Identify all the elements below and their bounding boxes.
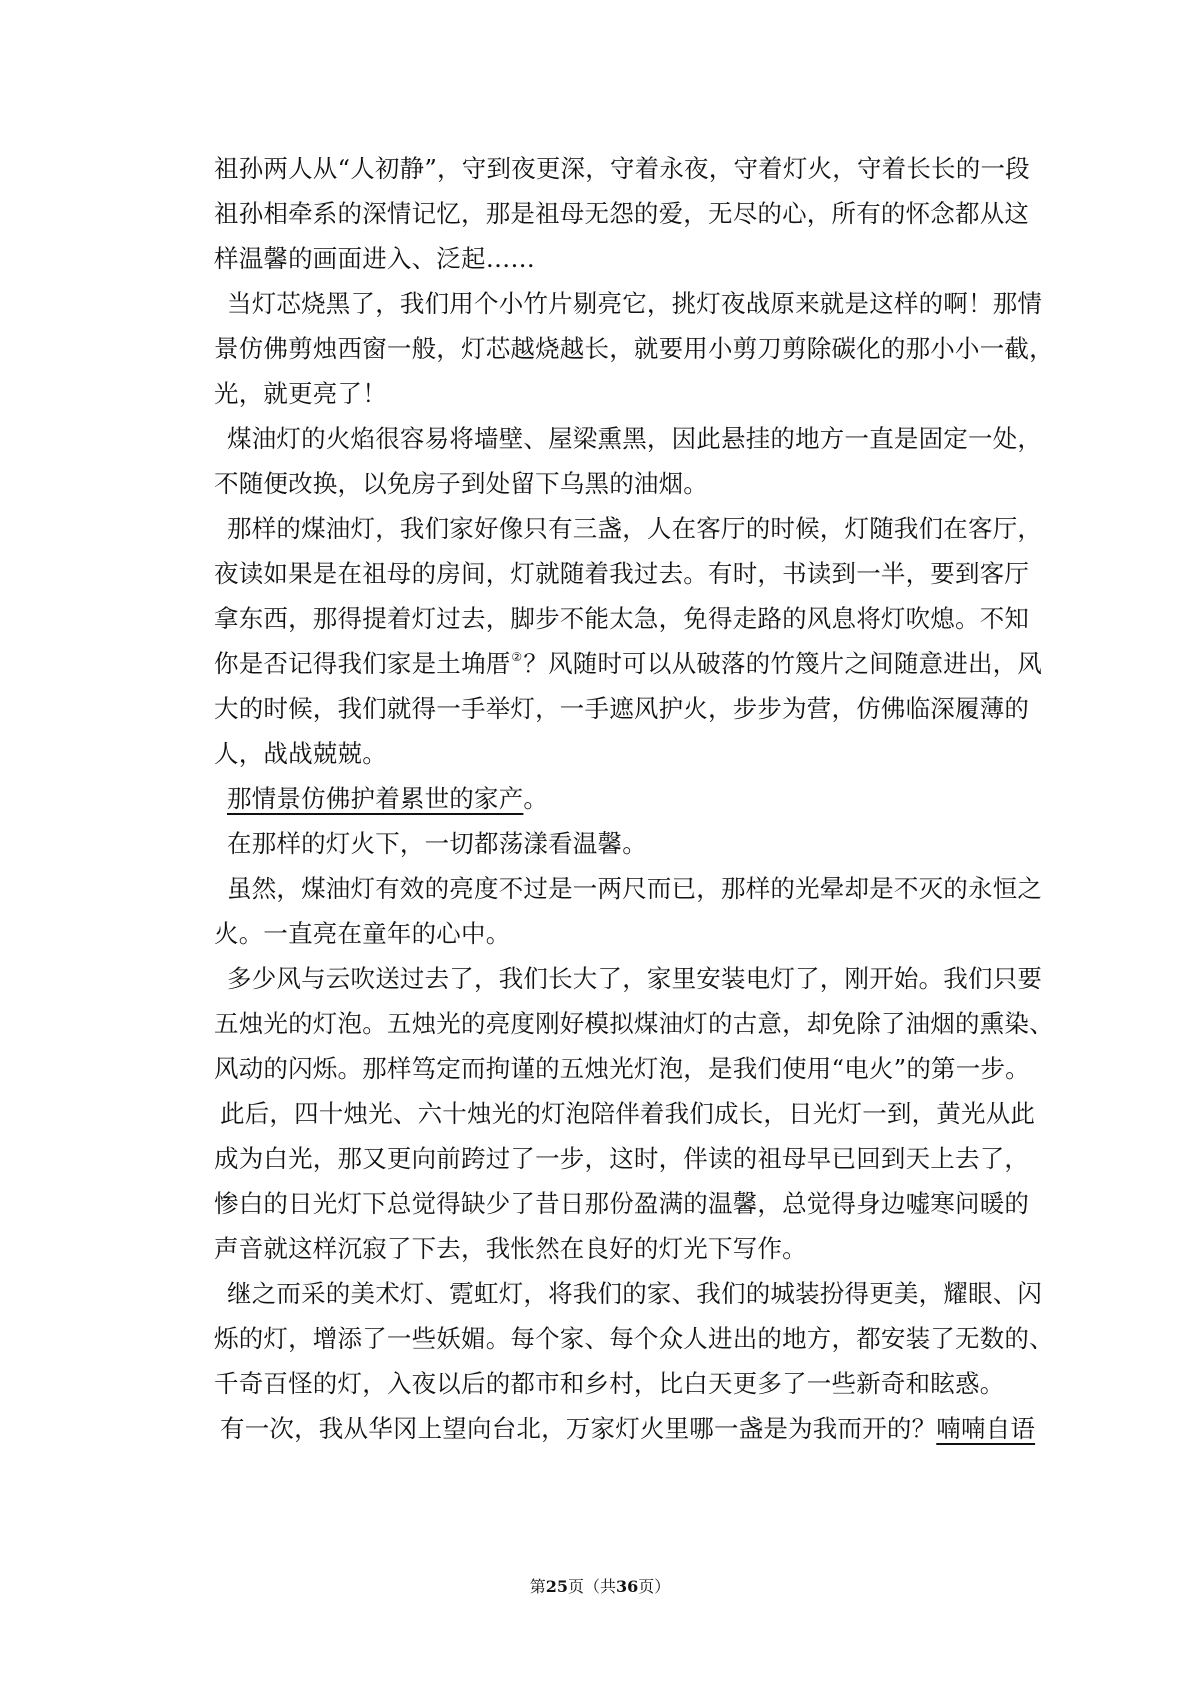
text-segment: 。 <box>523 784 549 813</box>
text-line <box>214 641 1043 686</box>
text-line: 大的时候，我们就得一手举灯，一手遮风护火，步步为营，仿佛临深履薄的 <box>214 694 1030 723</box>
text-line: 继之而采的美术灯、霓虹灯，将我们的家、我们的城装扮得更美，耀眼、闪 <box>227 1279 1043 1308</box>
page-number: 25 <box>545 1577 568 1596</box>
text-line: 虽然，煤油灯有效的亮度不过是一两尺而已，那样的光晕却是不灭的永恒之 <box>227 874 1043 903</box>
footnote-marker: ② <box>511 650 523 664</box>
text-line: 此后，四十烛光、六十烛光的灯泡陪伴着我们成长，日光灯一到，黄光从此 <box>220 1099 1036 1128</box>
text-line <box>214 1406 1036 1451</box>
article-body <box>214 146 1054 1451</box>
footer-mid: 页（共 <box>567 1577 616 1596</box>
text-line <box>214 776 1019 821</box>
text-line: 火。一直亮在童年的心中。 <box>214 919 511 948</box>
underlined-phrase: 那情景仿佛护着累世的家产 <box>227 784 524 813</box>
text-segment: 你是否记得我们家是土埆厝 <box>214 649 511 678</box>
footer-suffix: 页） <box>638 1577 671 1596</box>
text-segment: ？风随时可以从破落的竹篾片之间随意进出，风 <box>523 649 1043 678</box>
footer-prefix: 第 <box>529 1577 546 1596</box>
underlined-phrase: 喃喃自语 <box>936 1414 1036 1443</box>
text-line: 不随便改换，以免房子到处留下乌黑的油烟。 <box>214 469 708 498</box>
text-line: 惨白的日光灯下总觉得缺少了昔日那份盈满的温馨，总觉得身边嘘寒问暖的 <box>214 1189 1030 1218</box>
text-line: 声音就这样沉寂了下去，我怅然在良好的灯光下写作。 <box>214 1234 807 1263</box>
text-line: 景仿佛剪烛西窗一般，灯芯越烧越长，就要用小剪刀剪除碳化的那小小一截， <box>214 334 1054 363</box>
text-line: 祖孙相牵系的深情记忆，那是祖母无怨的爱，无尽的心，所有的怀念都从这 <box>214 199 1030 228</box>
text-line: 夜读如果是在祖母的房间，灯就随着我过去。有时，书读到一半，要到客厅 <box>214 559 1030 588</box>
text-line: 五烛光的灯泡。五烛光的亮度刚好模拟煤油灯的古意，却免除了油烟的熏染、 <box>214 1009 1054 1038</box>
total-pages: 36 <box>616 1577 639 1596</box>
text-line: 拿东西，那得提着灯过去，脚步不能太急，免得走路的风息将灯吹熄。不知 <box>214 604 1030 633</box>
text-line: 光，就更亮了！ <box>214 379 387 408</box>
text-line: 风动的闪烁。那样笃定而拘谨的五烛光灯泡，是我们使用“电火”的第一步。 <box>214 1054 1030 1083</box>
text-line: 人，战战兢兢。 <box>214 739 387 768</box>
text-line: 那样的煤油灯，我们家好像只有三盏，人在客厅的时候，灯随我们在客厅， <box>227 514 1043 543</box>
text-line: 祖孙两人从“人初静”，守到夜更深，守着永夜，守着灯火，守着长长的一段 <box>214 154 1030 183</box>
text-line: 成为白光，那又更向前跨过了一步，这时，伴读的祖母早已回到天上去了， <box>214 1144 1030 1173</box>
text-line: 在那样的灯火下，一切都荡漾看温馨。 <box>227 829 647 858</box>
page-footer <box>0 1576 1200 1598</box>
text-line: 千奇百怪的灯，入夜以后的都市和乡村，比白天更多了一些新奇和眩惑。 <box>214 1369 1005 1398</box>
text-line: 样温馨的画面进入、泛起…… <box>214 244 536 273</box>
text-segment: 有一次，我从华冈上望向台北，万家灯火里哪一盏是为我而开的？ <box>220 1414 937 1443</box>
text-line: 多少风与云吹送过去了，我们长大了，家里安装电灯了，刚开始。我们只要 <box>227 964 1043 993</box>
text-line: 烁的灯，增添了一些妖媚。每个家、每个众人进出的地方，都安装了无数的、 <box>214 1324 1054 1353</box>
text-line: 当灯芯烧黑了，我们用个小竹片剔亮它，挑灯夜战原来就是这样的啊！那情 <box>227 289 1043 318</box>
text-line: 煤油灯的火焰很容易将墙壁、屋梁熏黑，因此悬挂的地方一直是固定一处， <box>227 424 1043 453</box>
